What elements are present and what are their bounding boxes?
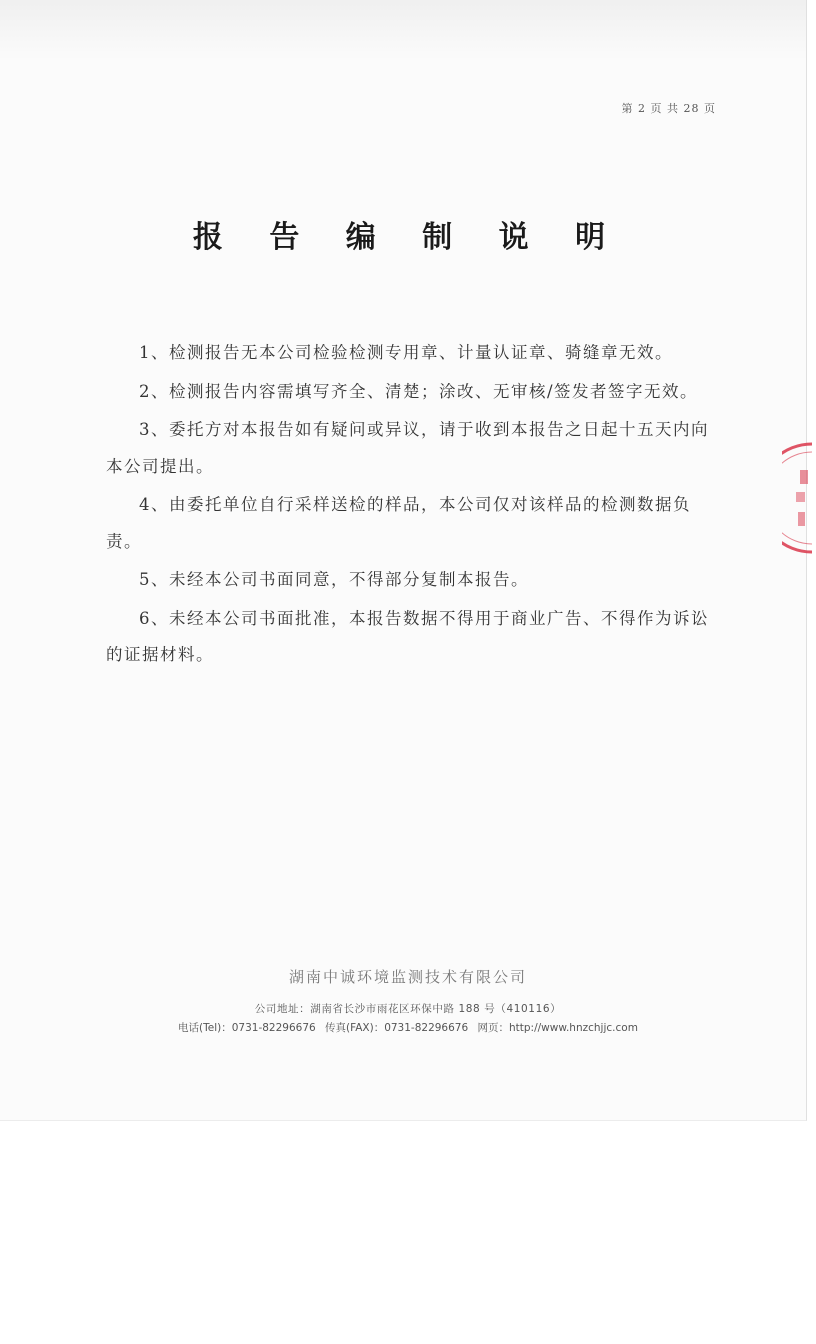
seal-stamp-icon [782, 440, 816, 556]
company-phone: 电话(Tel)：0731-82296676 [178, 1022, 316, 1034]
company-name: 湖南中诚环境监测技术有限公司 [288, 968, 527, 986]
rule-item: 4、由委托单位自行采样送检的样品，本公司仅对该样品的检测数据负责。 [106, 495, 691, 551]
company-footer [0, 966, 816, 1035]
company-website: 网页：http://www.hnzchjjc.com [477, 1022, 638, 1034]
rule-item: 5、未经本公司书面同意，不得部分复制本报告。 [139, 570, 529, 589]
company-fax: 传真(FAX)：0731-82296676 [325, 1022, 469, 1034]
rule-item: 3、委托方对本报告如有疑问或异议，请于收到本报告之日起十五天内向本公司提出。 [106, 420, 709, 476]
seal-glyph-mark [796, 492, 805, 502]
page-title: 报 告 编 制 说 明 [192, 220, 624, 255]
scan-shadow [0, 0, 806, 60]
rule-item: 1、检测报告无本公司检验检测专用章、计量认证章、骑缝章无效。 [139, 343, 673, 362]
company-contacts [0, 1020, 816, 1035]
seal-glyph-mark [798, 512, 805, 526]
rules-list [106, 335, 716, 674]
rule-item: 6、未经本公司书面批准，本报告数据不得用于商业广告、不得作为诉讼的证据材料。 [106, 608, 709, 664]
company-address: 公司地址：湖南省长沙市雨花区环保中路 188 号（410116） [254, 1003, 562, 1015]
page-number: 第 2 页 共 28 页 [621, 102, 716, 115]
seal-glyph-mark [800, 470, 808, 484]
rule-item: 2、检测报告内容需填写齐全、清楚；涂改、无审核/签发者签字无效。 [139, 381, 699, 401]
